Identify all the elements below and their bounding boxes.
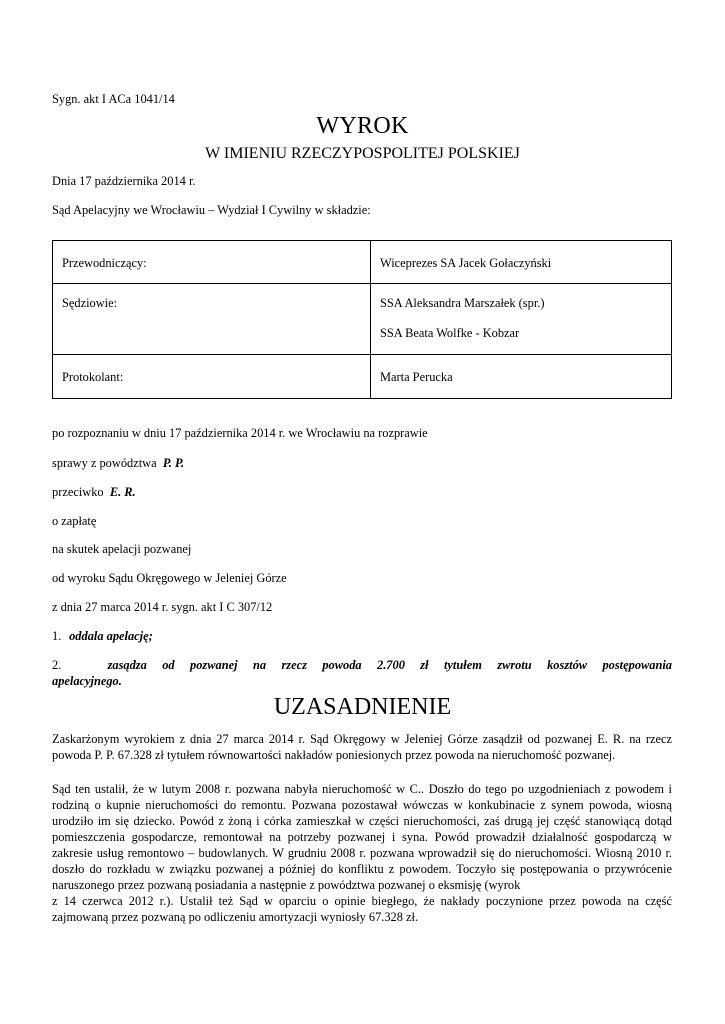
proceedings-line: z dnia 27 marca 2014 r. sygn. akt I C 307/12	[52, 600, 273, 614]
justification-paragraph-1: Zaskarżonym wyrokiem z dnia 27 marca 2014 r. Sąd Okręgowy w Jeleniej Górze zasądził od pozwanej E. R. na rzecz powoda P. P. 67.328 zł tytułem równowartości nakładów poniesionych przez powoda na nieruchomość pozwanej.	[52, 732, 672, 762]
panel-name: Marta Perucka	[380, 370, 453, 384]
judgment-title: WYROK	[316, 113, 409, 139]
judgment-date: Dnia 17 października 2014 r.	[52, 174, 196, 188]
panel-row-presiding	[53, 241, 672, 284]
ruling-text: oddala apelację;	[69, 629, 153, 643]
proceedings-line: po rozpoznaniu w dniu 17 października 2014 r. we Wrocławiu na rozprawie	[52, 426, 428, 440]
justification-paragraph-2	[52, 781, 672, 925]
ruling-item-1	[52, 629, 153, 644]
panel-name: Wiceprezes SA Jacek Gołaczyński	[380, 256, 552, 270]
plaintiff-name: P. P.	[162, 456, 185, 470]
panel-name: SSA Aleksandra Marszałek (spr.)	[380, 296, 545, 310]
case-signature: Sygn. akt I ACa 1041/14	[52, 92, 175, 106]
proceedings-plaintiff-line	[52, 456, 184, 471]
court-panel-table	[52, 240, 672, 399]
defendant-prefix: przeciwko	[52, 485, 104, 499]
panel-role: Sędziowie:	[62, 296, 118, 310]
judgment-subtitle: W IMIENIU RZECZYPOSPOLITEJ POLSKIEJ	[205, 145, 520, 162]
ruling-text-continuation: apelacyjnego.	[52, 674, 122, 688]
proceedings-line: o zapłatę	[52, 514, 97, 528]
proceedings-defendant-line	[52, 485, 136, 500]
paragraph-text-tail: z 14 czerwca 2012 r.). Ustalił też Sąd w oparciu o opinie biegłego, że nakłady poczynione przez powoda na część zajmowaną przez pozwaną po odliczeniu amortyzacji wyniosły 67.328 zł.	[52, 894, 672, 924]
ruling-number: 1.	[52, 629, 62, 643]
ruling-text: zasądza od pozwanej na rzecz powoda 2.700 zł tytułem zwrotu kosztów postępowania	[107, 658, 673, 672]
panel-name: SSA Beata Wolfke - Kobzar	[380, 326, 520, 340]
panel-role: Przewodniczący:	[62, 256, 147, 270]
defendant-name: E. R.	[109, 485, 136, 499]
ruling-number: 2.	[52, 658, 62, 672]
paragraph-text: Sąd ten ustalił, że w lutym 2008 r. pozwana nabyła nieruchomość w C.. Doszło do tego po uzgodnieniach z powodem i rodziną o kupnie nieruchomości do remontu. Pozwana pozostawał wówczas w konkubinacie z synem powoda, wiosną urodziło im się dziecko. Powód z żoną i córka zamieszkał w części nieruchomości, zaś drugą jej część stanowiącą dotąd pomieszczenia gospodarcze, remontował na potrzeby pozwanej i syna. Powód prowadził działalność gospodarczą w zakresie usług remontowo – budowlanych. W grudniu 2008 r. pozwana wprowadził się do nieruchomości. Wiosną 2010 r. doszło do rozkładu w związku pozwanej a później do konfliktu z powodem. Toczyło się postępowania o przywrócenie naruszonego przez pozwaną posiadania a następnie z powództwa pozwanej o eksmisję (wyrok	[52, 782, 672, 892]
proceedings-line: od wyroku Sądu Okręgowego w Jeleniej Górze	[52, 571, 287, 585]
panel-row-clerk	[53, 355, 672, 399]
panel-role: Protokolant:	[62, 370, 124, 384]
justification-heading: UZASADNIENIE	[273, 694, 452, 720]
ruling-item-2	[52, 657, 672, 689]
proceedings-line: na skutek apelacji pozwanej	[52, 542, 192, 556]
panel-row-judges	[53, 284, 672, 355]
plaintiff-prefix: sprawy z powództwa	[52, 456, 157, 470]
court-composition-intro: Sąd Apelacyjny we Wrocławiu – Wydział I Cywilny w składzie:	[52, 203, 371, 217]
